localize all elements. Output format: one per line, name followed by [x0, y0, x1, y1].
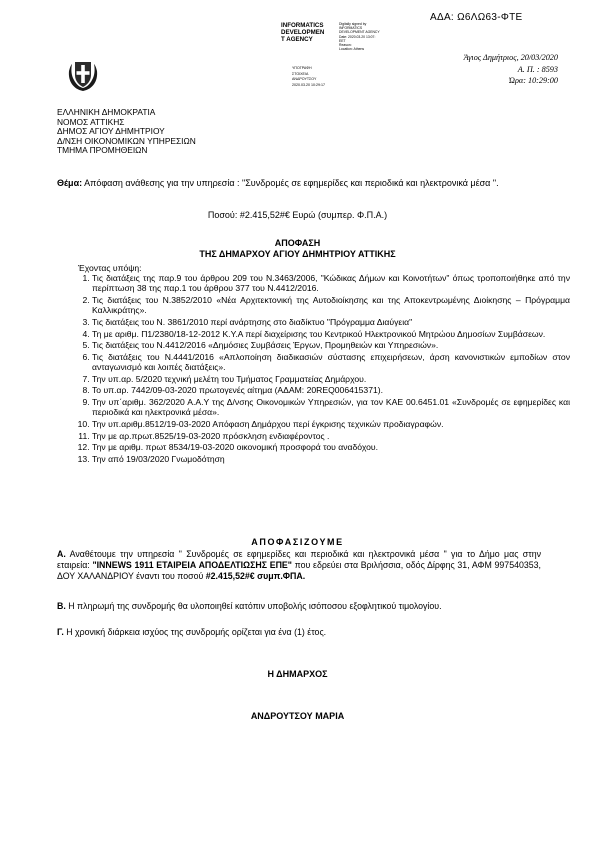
signature-detail-line: Digitally signed by — [339, 22, 367, 26]
signature-detail-line: Location: Athens — [339, 47, 365, 52]
org-line: ΔΗΜΟΣ ΑΓΙΟΥ ΔΗΜΗΤΡΙΟΥ — [57, 126, 165, 137]
decision-a-label: Α. — [57, 549, 66, 559]
list-item: 1. Τις διατάξεις της παρ.9 του άρθρου 209 του Ν.3463/2006, "Κώδικας Δήμων και Κοινοτήτων" όπως τροποποιήθηκε από την περίπτωση 38 της παρ.1 του άρθρου 377 του Ν.4412/2016. — [92, 273, 570, 294]
date-block — [464, 52, 558, 87]
digital-signature-details — [339, 22, 399, 51]
signer-stamp-line: ΥΠΟΓΡΑΦΗ — [292, 66, 312, 70]
considerations-list — [62, 273, 570, 465]
list-item: 6. Τις διατάξεις του Ν.4441/2016 «Απλοποίηση διαδικασιών σύστασης επιχειρήσεων, άρση κανονιστικών εμποδίων στον ανταγωνισμό και λοιπές διατάξεις». — [92, 352, 570, 373]
list-item: 4. Τη με αριθμ. Π1/2380/18-12-2012 Κ.Υ.Α περί διαχείρισης του Κεντρικού Ηλεκτρονικού Μητρώου Δημοσίων Συμβάσεων. — [92, 329, 570, 339]
amount-line: Ποσού: #2.415,52#€ Ευρώ (συμπερ. Φ.Π.Α.) — [207, 210, 388, 220]
signature-logo-line: T AGENCY — [281, 36, 313, 44]
subject-text: Απόφαση ανάθεσης για την υπηρεσία : "Συνδρομές σε εφημερίδες και περιοδικά και ηλεκτρονικά μέσα ". — [82, 178, 499, 188]
signature-logo-line: INFORMATICS — [281, 22, 324, 29]
signatory-title: Η ΔΗΜΑΡΧΟΣ — [267, 669, 328, 679]
subject-label: Θέμα: — [57, 178, 83, 188]
list-item: 2. Τις διατάξεις του Ν.3852/2010 «Νέα Αρχιτεκτονική της Αυτοδιοίκησης και της Αποκεντρωμένης Διοίκησης – Πρόγραμμα Καλλικράτης». — [92, 295, 570, 316]
list-item: 10. Την υπ.αριθμ.8512/19-03-2020 Απόφαση Δημάρχου περί έγκρισης τεχνικών προδιαγραφών. — [92, 419, 570, 429]
list-item: 12. Την με αριθμ. πρωτ 8534/19-03-2020 οικονομική προσφορά του αναδόχου. — [92, 442, 570, 452]
document-time: Ώρα: 10:29:00 — [509, 76, 558, 85]
decision-b-label: Β. — [57, 601, 66, 611]
decision-c-text: Η χρονική διάρκεια ισχύος της συνδρομής ορίζεται για ένα (1) έτος. — [63, 627, 327, 637]
protocol-number: Α. Π. : 8593 — [517, 64, 558, 74]
list-item: 9. Την υπ΄αριθμ. 362/2020 Α.Α.Υ της Δ/νσης Οικονομικών Υπηρεσιών, για τον ΚΑΕ 00.6451.01 «Συνδρομές σε εφημερίδες και περιοδικά και ηλεκτρονικά μέσα». — [92, 397, 570, 418]
signer-stamp-line: ΑΝΔΡΟΥΤΣΟΥ — [292, 77, 317, 82]
signature-detail-line: Date: 2020.03.20 13:07: — [339, 34, 376, 39]
decision-a — [57, 549, 541, 582]
decision-c-label: Γ. — [57, 627, 64, 637]
decision-title: ΑΠΟΦΑΣΗ — [274, 238, 321, 248]
decision-subtitle: ΤΗΣ ΔΗΜΑΡΧΟΥ ΑΓΙΟΥ ΔΗΜΗΤΡΙΟΥ ΑΤΤΙΚΗΣ — [199, 249, 396, 259]
list-item: 13. Την από 19/03/2020 Γνωμοδότηση — [92, 454, 570, 464]
document-date: Άγιος Δημήτριος, 20/03/2020 — [463, 53, 558, 62]
decision-b-text: Η πληρωμή της συνδρομής θα υλοποιηθεί κατόπιν υποβολής ισόποσου εξοφλητικού τιμολογίου. — [65, 601, 442, 611]
ada-code: ΑΔΑ: Ω6ΛΩ63-ΦΤΕ — [430, 12, 523, 23]
decision-a-text: Αναθέτουμε την υπηρεσία " Συνδρομές σε εφημερίδες και περιοδικά και ηλεκτρονικά μέσα " για το Δήμο μας στην εταιρεία: — [57, 549, 541, 570]
signer-stamp — [292, 66, 362, 88]
organization-header — [57, 108, 196, 156]
having-regard-heading: Έχοντας υπόψη: — [78, 263, 142, 273]
signature-detail-line: DEVELOPMENT AGENCY — [339, 30, 380, 35]
list-item: 5. Τις διατάξεις του Ν.4412/2016 «Δημόσιες Συμβάσεις Έργων, Προμηθειών και Υπηρεσιών». — [92, 340, 570, 350]
subject-paragraph — [57, 178, 541, 189]
signature-detail-line: EET — [339, 38, 346, 43]
signature-detail-line: Reason: — [339, 43, 352, 48]
award-amount: #2.415,52#€ συμπ.ΦΠΑ. — [205, 571, 306, 581]
signature-detail-line: INFORMATICS — [339, 26, 363, 31]
company-name: "INNEWS 1911 ΕΤΑΙΡΕΙΑ ΑΠΟΔΕΛΤΙΩΣΗΣ ΕΠΕ" — [92, 560, 292, 570]
org-line: Δ/ΝΣΗ ΟΙΚΟΝΟΜΙΚΩΝ ΥΠΗΡΕΣΙΩΝ — [57, 135, 196, 146]
list-item: 7. Την υπ.αρ. 5/2020 τεχνική μελέτη του Τμήματος Γραμματείας Δημάρχου. — [92, 374, 570, 384]
org-line: ΤΜΗΜΑ ΠΡΟΜΗΘΕΙΩΝ — [57, 145, 148, 156]
decision-b — [57, 601, 541, 612]
decision-c — [57, 627, 541, 638]
org-line: ΝΟΜΟΣ ΑΤΤΙΚΗΣ — [57, 116, 125, 127]
signatory-name: ΑΝΔΡΟΥΤΣΟΥ ΜΑΡΙΑ — [250, 711, 345, 721]
list-item: 11. Την με αρ.πρωτ.8525/19-03-2020 πρόσκληση ενδιαφέροντος . — [92, 431, 570, 441]
greek-emblem-icon — [66, 57, 100, 93]
signature-logo-line: DEVELOPMEN — [281, 29, 325, 37]
signer-stamp-line: 2020.03.20 10:29:17 — [292, 82, 325, 87]
list-item: 8. Το υπ.αρ. 7442/09-03-2020 πρωτογενές αίτημα (ΑΔΑΜ: 20REQ006415371). — [92, 385, 570, 395]
org-line: ΕΛΛΗΝΙΚΗ ΔΗΜΟΚΡΑΤΙΑ — [57, 107, 156, 117]
decide-heading: ΑΠΟΦΑΣΙΖΟΥΜΕ — [251, 537, 344, 547]
signer-stamp-line: ΣΤΟΙΧΕΙΑ — [292, 71, 309, 76]
list-item: 3. Τις διατάξεις του Ν. 3861/2010 περί ανάρτησης στο διαδίκτυο "Πρόγραμμα Διαύγεια" — [92, 317, 570, 327]
digital-signature-logo — [281, 22, 335, 44]
decision-a-text-cont: που εδρεύει στα Βριλήσσια, οδός Δίρφης 31, ΑΦΜ 997540353, ΔΟΥ ΧΑΛΑΝΔΡΙΟΥ έναντι του ποσού — [57, 560, 541, 581]
